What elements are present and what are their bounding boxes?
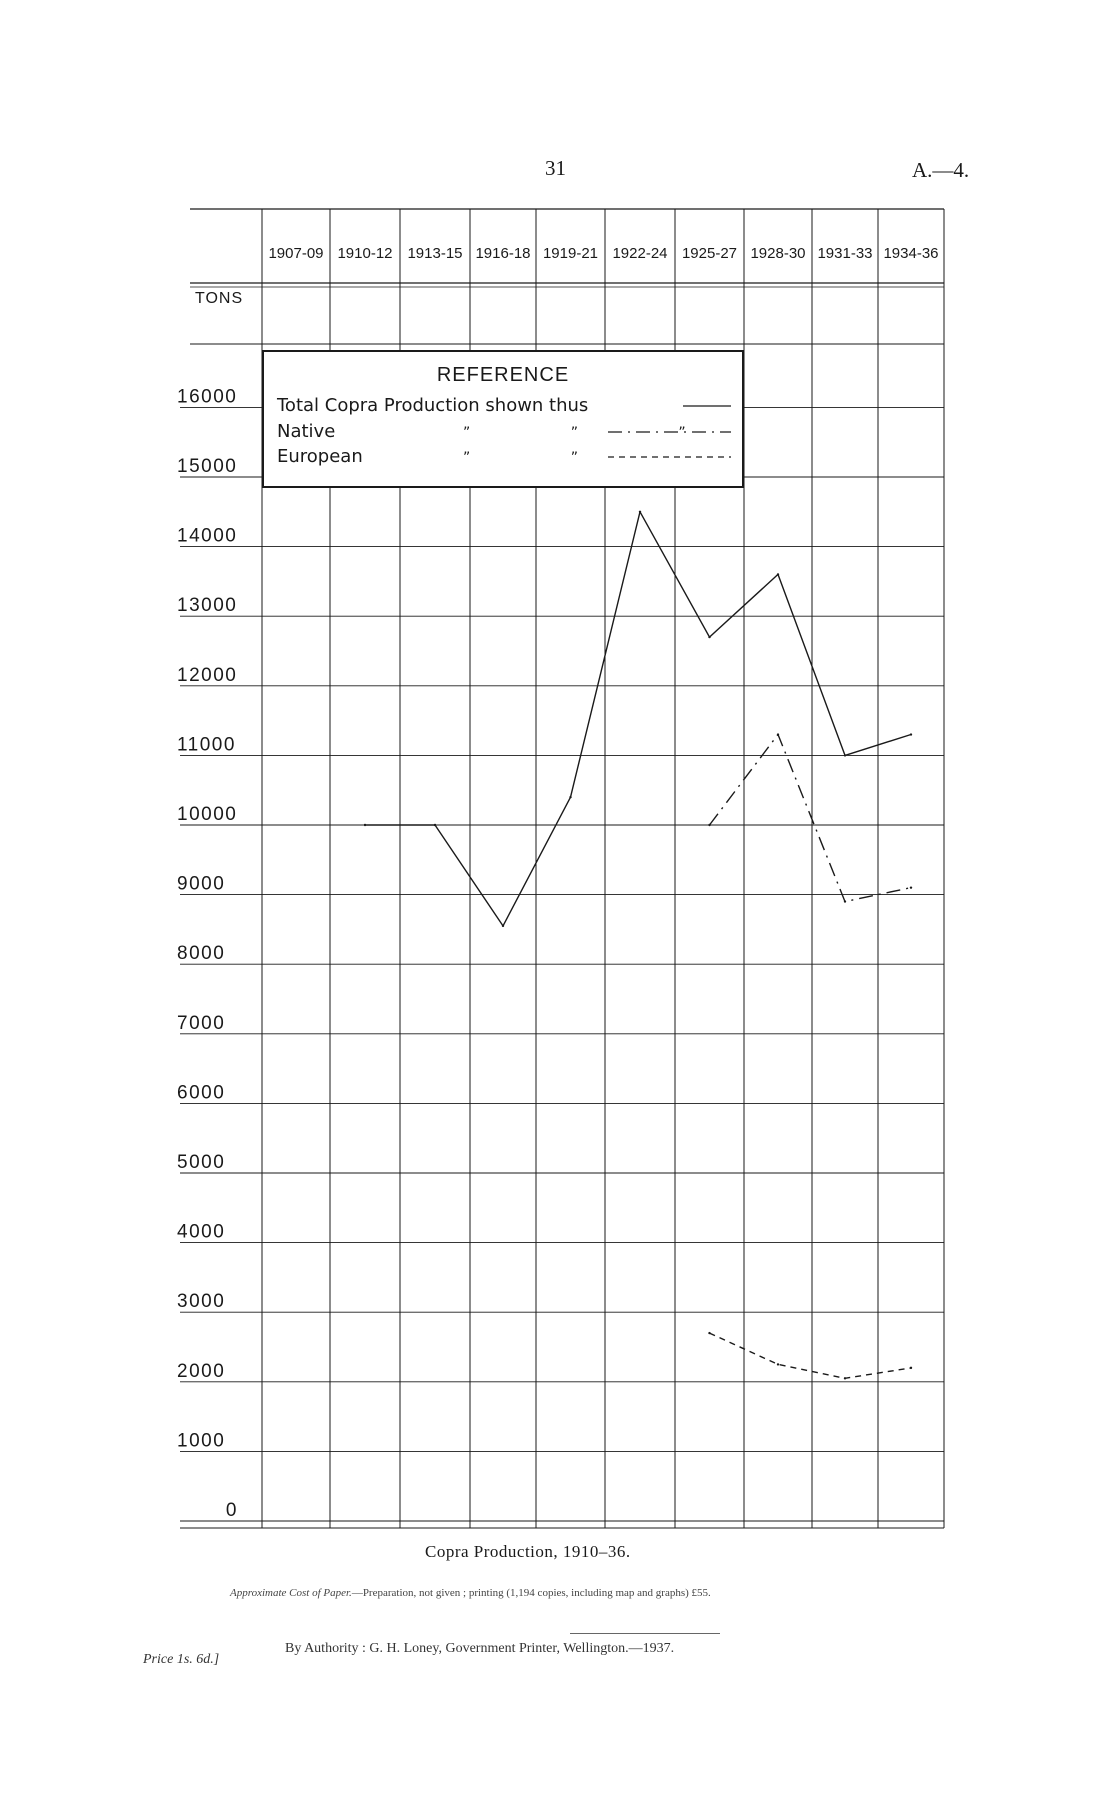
y-unit-label: TONS [195, 290, 244, 307]
y-tick-label: 5000 [177, 1152, 226, 1173]
y-tick-label: 16000 [177, 386, 238, 408]
legend-ditto-marks: ” ” [463, 450, 626, 466]
y-tick-label: 12000 [177, 664, 238, 686]
y-tick-label: 9000 [177, 873, 226, 895]
series-point [910, 1367, 912, 1369]
period-label: 1913-15 [407, 245, 463, 262]
period-label: 1910-12 [337, 245, 393, 262]
y-tick-label: 3000 [177, 1291, 226, 1313]
series-point [708, 824, 710, 826]
series-line-native [710, 735, 912, 902]
series-point [844, 900, 846, 902]
y-axis-tick-labels [177, 386, 238, 1521]
series-point [777, 733, 779, 735]
page-number: 31 [545, 156, 566, 180]
series-point [910, 733, 912, 735]
y-tick-label: 14000 [177, 525, 238, 547]
series-point [910, 886, 912, 888]
cost-note-text: —Preparation, not given ; printing (1,194 copies, including map and graphs) £55. [351, 1587, 711, 1599]
page-reference: A.—4. [912, 158, 970, 182]
y-tick-label: 2000 [177, 1360, 226, 1382]
y-tick-label: 4000 [177, 1221, 226, 1243]
series-point [708, 1332, 710, 1334]
y-tick-label: 10000 [177, 804, 238, 825]
y-tick-label: 11000 [177, 734, 236, 756]
period-label: 1925-27 [681, 245, 738, 262]
legend-entry-label: Native [277, 421, 336, 442]
series-point [569, 796, 571, 798]
period-label: 1928-30 [750, 245, 806, 262]
series-point [434, 824, 436, 826]
legend-title: REFERENCE [436, 364, 570, 386]
series-line-european [710, 1333, 912, 1378]
cost-note [230, 1587, 711, 1599]
series-point [502, 925, 504, 927]
y-tick-label: 15000 [177, 456, 238, 477]
series-point [777, 573, 779, 575]
y-tick-label: 0 [225, 1500, 238, 1521]
cost-note-label: Approximate Cost of Paper. [230, 1587, 352, 1599]
series-point [777, 1363, 779, 1365]
y-tick-label: 1000 [177, 1430, 226, 1452]
series-point [844, 1377, 846, 1379]
series-point [708, 636, 710, 638]
period-labels [195, 245, 939, 307]
series-point [639, 511, 641, 513]
period-label: 1919-21 [542, 245, 599, 262]
y-tick-label: 6000 [177, 1082, 226, 1104]
series-layer [364, 511, 912, 1380]
legend [263, 351, 743, 487]
period-label: 1934-36 [883, 245, 939, 262]
period-label: 1916-18 [475, 245, 531, 262]
legend-entry-label: Total Copra Production shown thus [277, 395, 589, 416]
divider-rule [570, 1633, 720, 1634]
chart-caption: Copra Production, 1910–36. [425, 1542, 631, 1561]
price-note: Price 1s. 6d.] [143, 1652, 220, 1667]
authority-line: By Authority : G. H. Loney, Government Printer, Wellington.—1937. [285, 1641, 675, 1656]
series-point [844, 754, 846, 756]
legend-entry-label: European [277, 446, 363, 467]
period-label: 1907-09 [268, 245, 324, 262]
series-point [364, 824, 366, 826]
period-label: 1931-33 [817, 245, 873, 262]
period-label: 1922-24 [612, 245, 668, 262]
y-tick-label: 7000 [177, 1012, 226, 1034]
y-tick-label: 13000 [177, 595, 238, 617]
y-tick-label: 8000 [177, 943, 226, 965]
legend-ditto-marks: ” ” ” [463, 425, 734, 441]
